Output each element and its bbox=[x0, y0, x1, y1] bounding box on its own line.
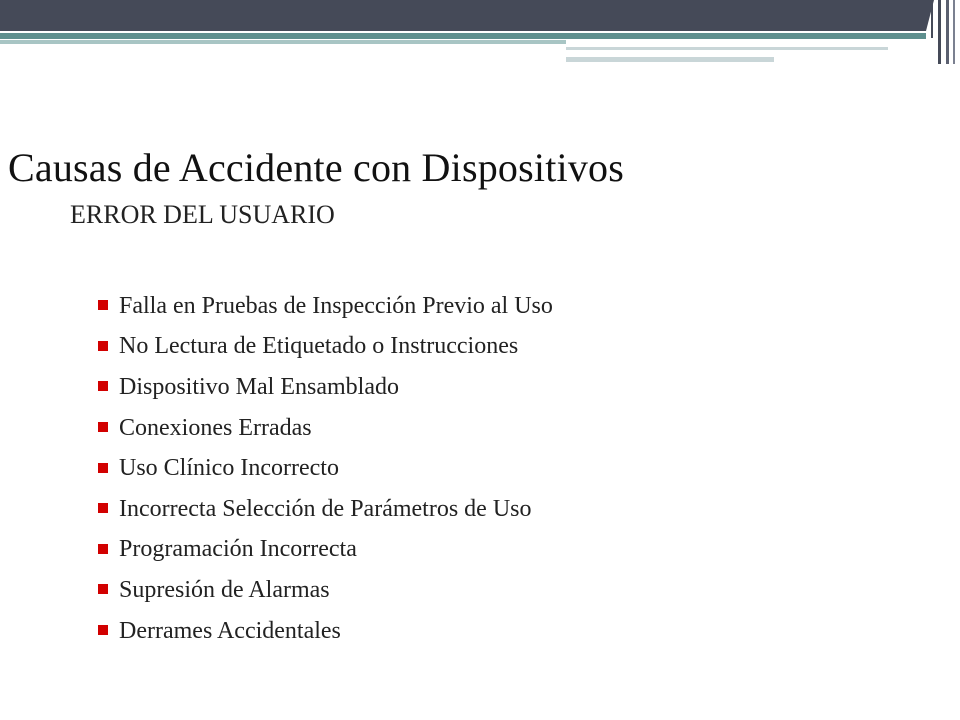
list-item bbox=[98, 327, 553, 368]
slide-title: Causas de Accidente con Dispositivos bbox=[8, 145, 624, 190]
header-vertical-line bbox=[931, 0, 933, 38]
section-heading: ERROR DEL USUARIO bbox=[70, 200, 335, 229]
square-bullet-icon bbox=[98, 625, 108, 635]
list-item bbox=[98, 611, 553, 652]
square-bullet-icon bbox=[98, 422, 108, 432]
header-dark-bar bbox=[0, 0, 926, 31]
list-item bbox=[98, 530, 553, 571]
square-bullet-icon bbox=[98, 584, 108, 594]
list-item bbox=[98, 408, 553, 449]
list-item-text: Uso Clínico Incorrecto bbox=[119, 455, 339, 482]
header-thin-line bbox=[566, 57, 774, 62]
header-thin-line bbox=[566, 47, 888, 50]
list-item-text: Dispositivo Mal Ensamblado bbox=[119, 373, 399, 400]
header-vertical-line bbox=[946, 0, 949, 64]
square-bullet-icon bbox=[98, 381, 108, 391]
list-item-text: Conexiones Erradas bbox=[119, 414, 312, 441]
list-item-text: Derrames Accidentales bbox=[119, 617, 341, 644]
square-bullet-icon bbox=[98, 300, 108, 310]
list-item bbox=[98, 489, 553, 530]
list-item-text: No Lectura de Etiquetado o Instrucciones bbox=[119, 333, 519, 360]
square-bullet-icon bbox=[98, 341, 108, 351]
header-vertical-line bbox=[953, 0, 955, 64]
list-item-text: Incorrecta Selección de Parámetros de Uso bbox=[119, 495, 532, 522]
list-item-text: Supresión de Alarmas bbox=[119, 576, 330, 603]
list-item bbox=[98, 367, 553, 408]
bullet-list bbox=[98, 286, 553, 651]
square-bullet-icon bbox=[98, 463, 108, 473]
header-decoration bbox=[0, 0, 960, 80]
header-vertical-line bbox=[938, 0, 941, 64]
list-item-text: Falla en Pruebas de Inspección Previo al Uso bbox=[119, 292, 553, 319]
header-teal-stripe bbox=[0, 33, 926, 39]
list-item bbox=[98, 570, 553, 611]
list-item-text: Programación Incorrecta bbox=[119, 536, 357, 563]
square-bullet-icon bbox=[98, 544, 108, 554]
list-item bbox=[98, 448, 553, 489]
list-item bbox=[98, 286, 553, 327]
square-bullet-icon bbox=[98, 503, 108, 513]
header-light-stripe bbox=[0, 40, 566, 44]
